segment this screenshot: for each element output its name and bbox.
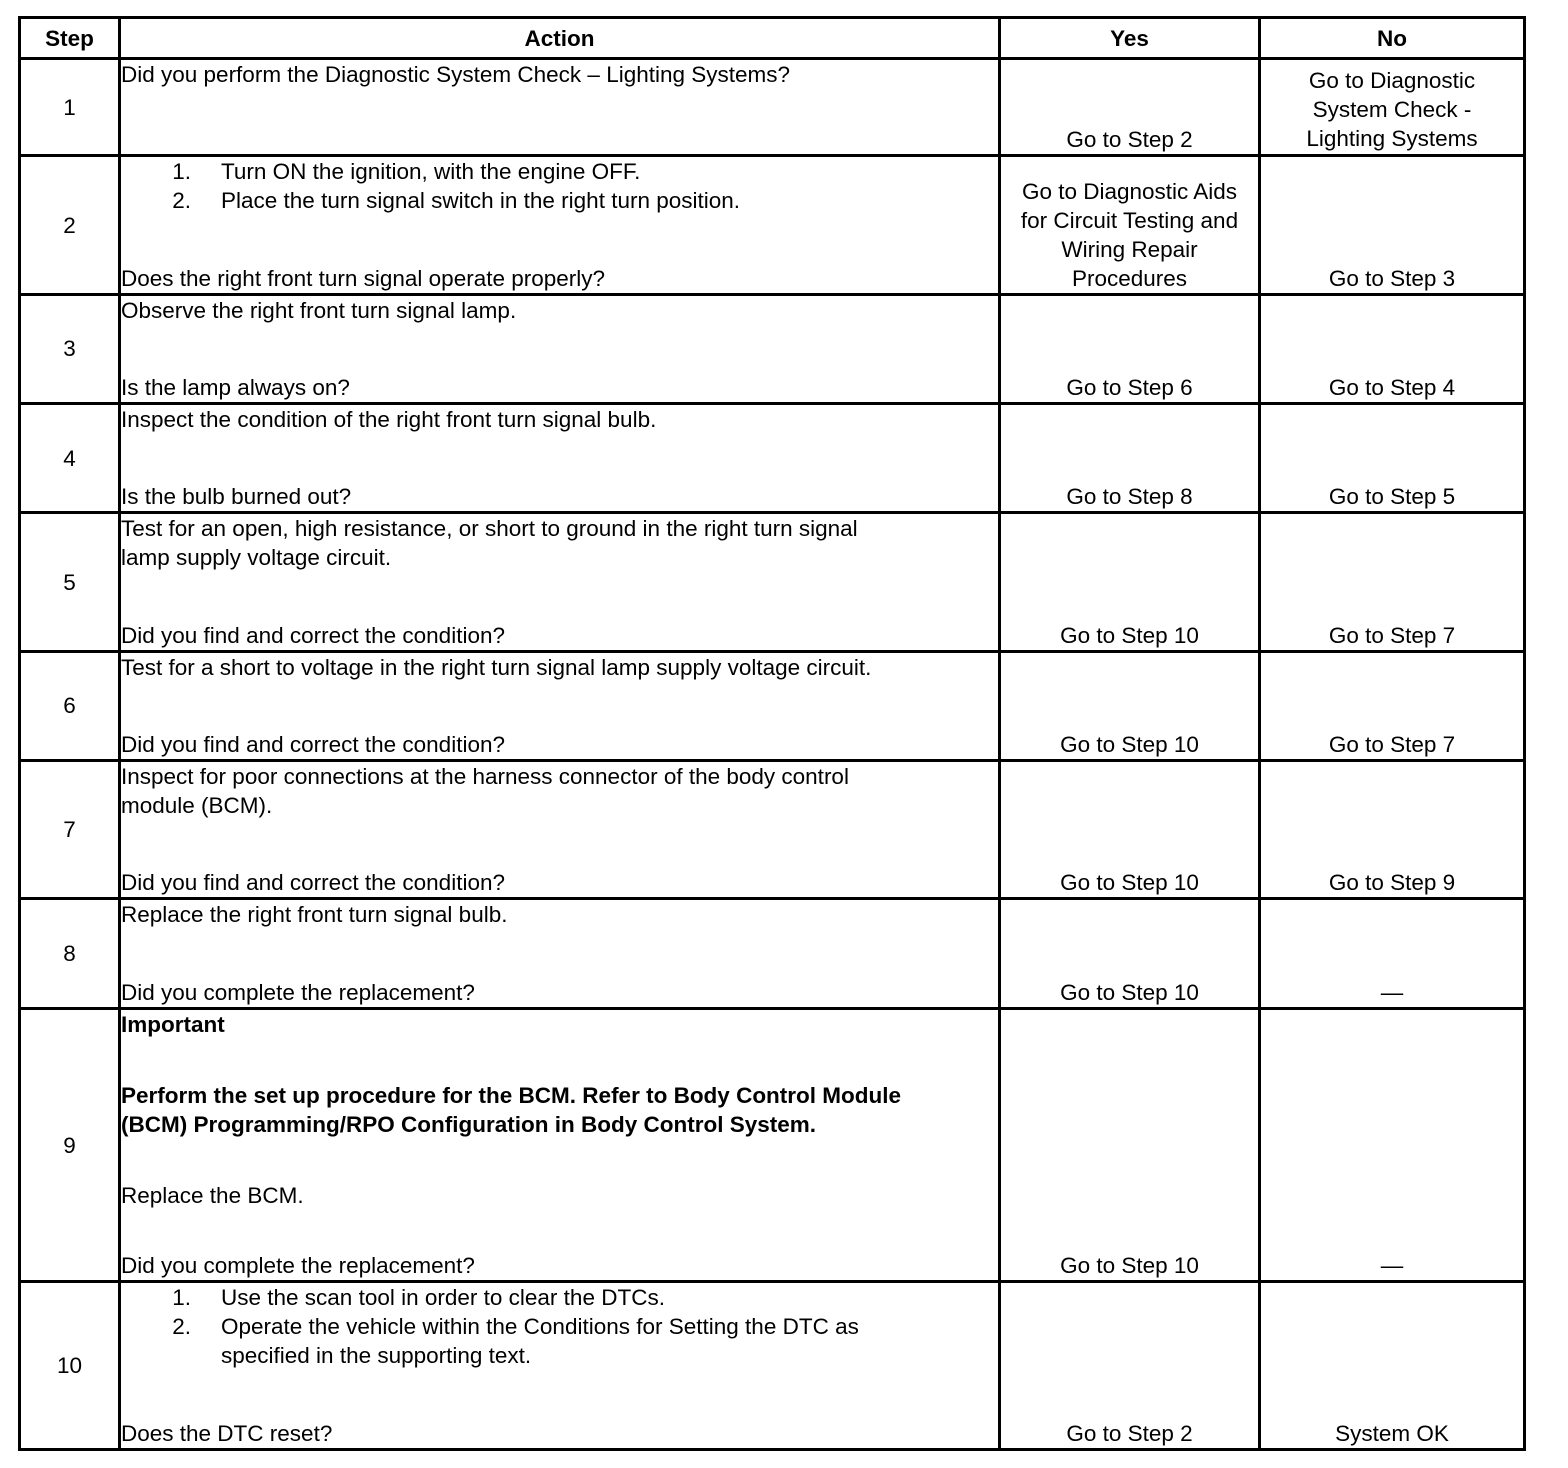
action-cell	[120, 513, 1000, 651]
action-question: Does the right front turn signal operate properly?	[121, 265, 606, 291]
action-cell	[120, 1282, 1000, 1450]
action-cell	[120, 294, 1000, 403]
step-number: 3	[20, 294, 120, 403]
step-number: 9	[20, 1008, 120, 1282]
table-row	[20, 1282, 1525, 1450]
action-question: Is the lamp always on?	[121, 375, 350, 401]
yes-line: Go to Diagnostic Aids	[1021, 178, 1238, 204]
important-heading: Important	[121, 1011, 225, 1037]
action-question: Did you find and correct the condition?	[121, 870, 505, 896]
table-row	[20, 761, 1525, 899]
action-question: Did you complete the replacement?	[121, 979, 475, 1005]
important-note-line: Perform the set up procedure for the BCM. Refer to Body Control Module	[121, 1082, 902, 1108]
action-instruction-line: lamp supply voltage circuit.	[121, 545, 392, 571]
table-row	[20, 59, 1525, 156]
action-cell	[120, 404, 1000, 513]
yes-line: Wiring Repair	[1061, 236, 1198, 262]
step-number: 5	[20, 513, 120, 651]
action-instruction: Inspect the condition of the right front turn signal bulb.	[121, 407, 657, 433]
header-action: Action	[120, 18, 1000, 59]
yes-cell: Go to Step 10	[1000, 761, 1260, 899]
no-cell: Go to Step 5	[1260, 404, 1525, 513]
yes-cell: Go to Step 10	[1000, 651, 1260, 760]
list-item: 1. Turn ON the ignition, with the engine OFF.	[172, 159, 641, 185]
action-instruction: Replace the BCM.	[121, 1182, 304, 1208]
yes-line: for Circuit Testing and	[1020, 207, 1239, 233]
table-row	[20, 513, 1525, 651]
yes-line: Procedures	[1071, 265, 1188, 291]
no-line: Lighting Systems	[1306, 126, 1478, 152]
important-note-line: (BCM) Programming/RPO Configuration in Body Control System.	[121, 1111, 817, 1137]
no-cell: Go to Step 3	[1260, 156, 1525, 294]
no-cell: System OK	[1260, 1282, 1525, 1450]
header-row	[20, 18, 1525, 59]
no-cell: —	[1260, 1008, 1525, 1282]
yes-cell: Go to Step 10	[1000, 1008, 1260, 1282]
action-question: Did you perform the Diagnostic System Check – Lighting Systems?	[121, 62, 791, 88]
no-cell: Go to Step 4	[1260, 294, 1525, 403]
step-number: 7	[20, 761, 120, 899]
numbered-list	[121, 1283, 998, 1370]
action-question: Did you find and correct the condition?	[121, 732, 505, 758]
table-row	[20, 651, 1525, 760]
table-row	[20, 404, 1525, 513]
action-instruction-line: Inspect for poor connections at the harness connector of the body control	[121, 764, 849, 790]
no-cell: Go to Step 7	[1260, 651, 1525, 760]
table-row	[20, 294, 1525, 403]
step-number: 8	[20, 899, 120, 1008]
header-step: Step	[20, 18, 120, 59]
no-cell	[1260, 59, 1525, 156]
header-yes: Yes	[1000, 18, 1260, 59]
action-instruction-line: Test for an open, high resistance, or short to ground in the right turn signal	[121, 516, 858, 542]
action-cell	[120, 761, 1000, 899]
step-number: 6	[20, 651, 120, 760]
action-question: Did you find and correct the condition?	[121, 622, 505, 648]
action-cell	[120, 59, 1000, 156]
table-row	[20, 156, 1525, 294]
yes-cell: Go to Step 2	[1000, 59, 1260, 156]
yes-cell: Go to Step 6	[1000, 294, 1260, 403]
action-instruction: Observe the right front turn signal lamp.	[121, 297, 517, 323]
action-instruction: Replace the right front turn signal bulb.	[121, 902, 508, 928]
table-row	[20, 899, 1525, 1008]
numbered-list	[121, 157, 998, 215]
action-cell	[120, 651, 1000, 760]
action-question: Does the DTC reset?	[121, 1421, 333, 1446]
no-cell: —	[1260, 899, 1525, 1008]
action-cell	[120, 156, 1000, 294]
no-line: System Check -	[1312, 97, 1472, 123]
action-question: Is the bulb burned out?	[121, 484, 352, 510]
step-number: 4	[20, 404, 120, 513]
action-instruction-line: module (BCM).	[121, 793, 273, 819]
step-number: 10	[20, 1282, 120, 1450]
action-question: Did you complete the replacement?	[121, 1253, 475, 1279]
header-no: No	[1260, 18, 1525, 59]
yes-cell: Go to Step 8	[1000, 404, 1260, 513]
yes-cell: Go to Step 10	[1000, 513, 1260, 651]
list-item: 1. Use the scan tool in order to clear the DTCs.	[172, 1285, 665, 1311]
no-cell: Go to Step 7	[1260, 513, 1525, 651]
yes-cell	[1000, 156, 1260, 294]
no-line: Go to Diagnostic	[1308, 68, 1476, 94]
table-row	[20, 1008, 1525, 1282]
action-cell	[120, 899, 1000, 1008]
list-item: 2. Place the turn signal switch in the right turn position.	[172, 188, 741, 214]
yes-cell: Go to Step 10	[1000, 899, 1260, 1008]
diagnostic-table	[18, 16, 1526, 1451]
step-number: 1	[20, 59, 120, 156]
list-item: 2. Operate the vehicle within the Conditions for Setting the DTC as specified in the supporting text.	[172, 1314, 859, 1369]
action-instruction: Test for a short to voltage in the right turn signal lamp supply voltage circuit.	[121, 654, 872, 680]
step-number: 2	[20, 156, 120, 294]
yes-cell: Go to Step 2	[1000, 1282, 1260, 1450]
no-cell: Go to Step 9	[1260, 761, 1525, 899]
action-cell	[120, 1008, 1000, 1282]
